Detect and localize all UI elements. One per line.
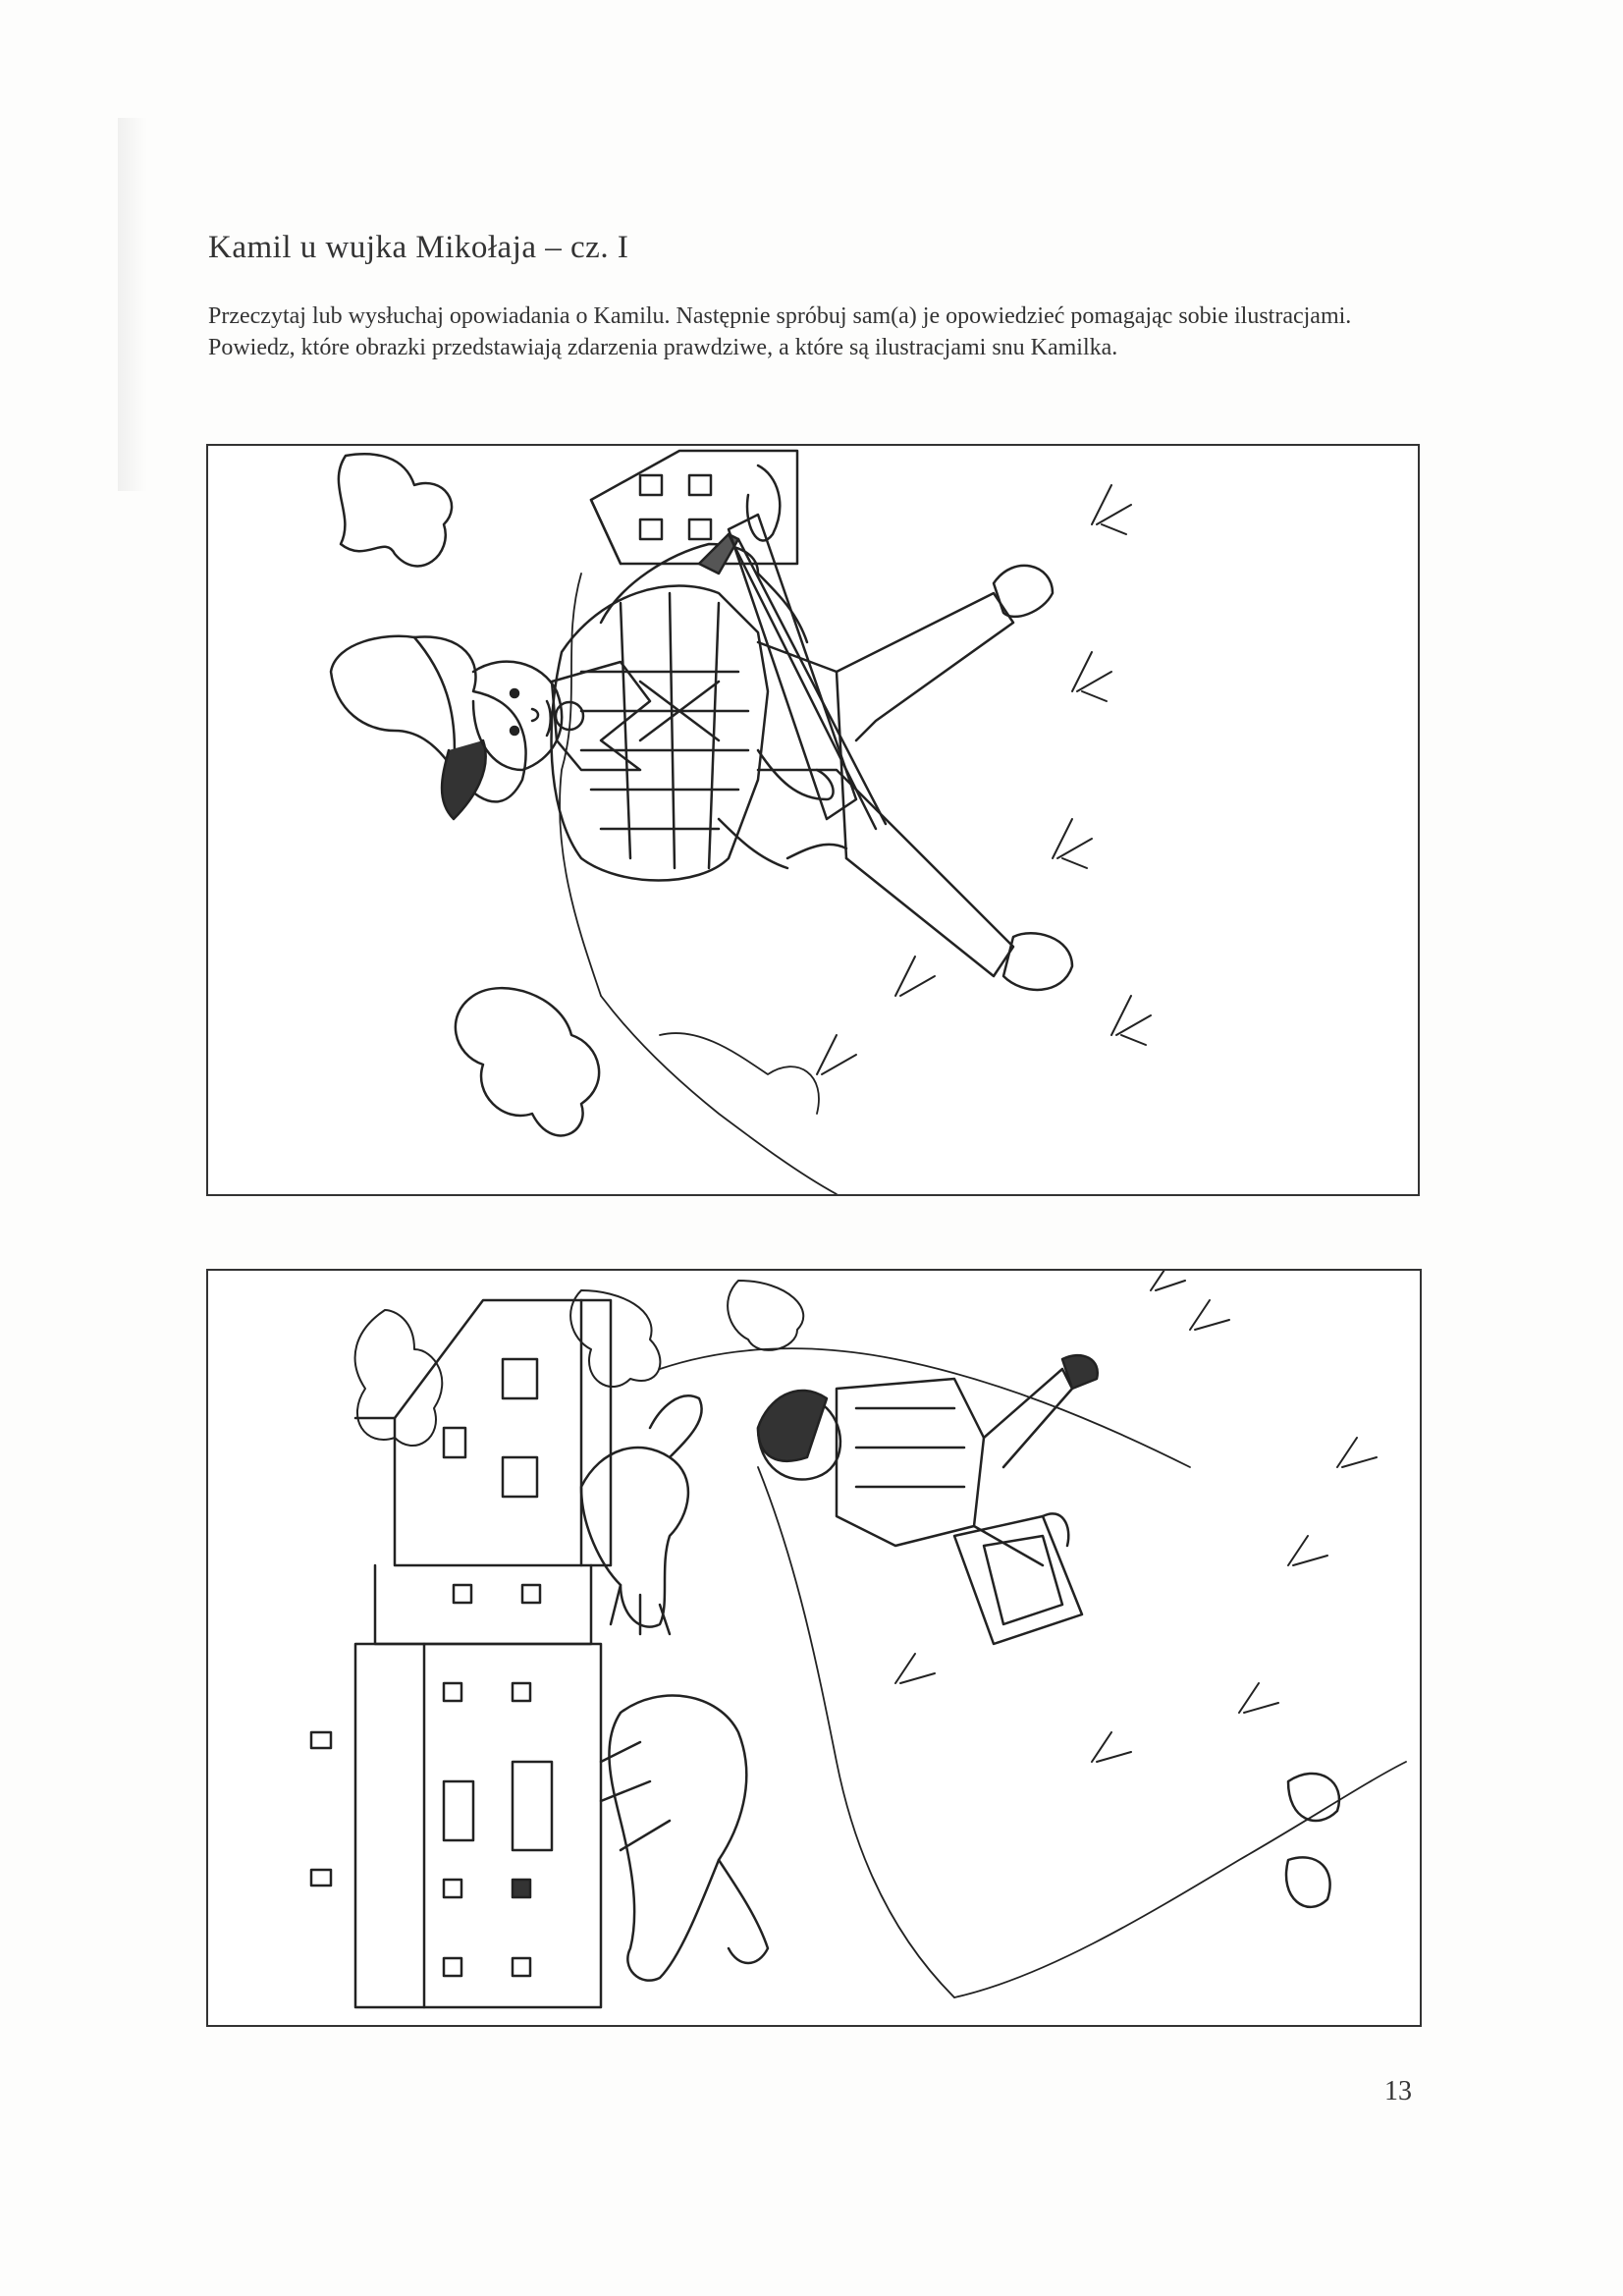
cloud-top <box>339 454 452 566</box>
horse-upper <box>581 1395 702 1634</box>
farm-horses-boy-with-suitcase-illustration <box>208 1271 1420 2025</box>
suitcase <box>954 1513 1082 1644</box>
illustration-boy-with-rifle <box>206 444 1420 1196</box>
page-number: 13 <box>1384 2076 1412 2106</box>
cloud-bottom <box>456 988 599 1135</box>
bushes <box>355 1281 804 1446</box>
instruction-line-2: Powiedz, które obrazki przedstawiają zdarzenia prawdziwe, a które są ilustracjami snu Kamilka. <box>208 335 1118 360</box>
boy-with-suitcase <box>758 1355 1098 1565</box>
instruction-line-1: Przeczytaj lub wysłuchaj opowiadania o Kamilu. Następnie spróbuj sam(a) je opowiedzieć pomagając sobie ilustracjami. <box>208 303 1352 329</box>
grass <box>895 1271 1377 1762</box>
cowboy-hat <box>331 636 525 819</box>
boy-with-rifle-illustration <box>208 446 1418 1194</box>
page-title: Kamil u wujka Mikołaja – cz. I <box>208 230 629 265</box>
illustration-farm-horses-boy <box>206 1269 1422 2027</box>
shoes <box>1286 1774 1339 1907</box>
farm-house <box>355 1300 611 1644</box>
horse-lower <box>601 1696 768 1981</box>
scan-edge-shadow <box>118 118 147 491</box>
farm-barn <box>311 1644 601 2007</box>
instructions <box>208 301 1426 363</box>
grass <box>817 485 1151 1074</box>
house <box>591 451 797 564</box>
scarf <box>552 662 650 770</box>
